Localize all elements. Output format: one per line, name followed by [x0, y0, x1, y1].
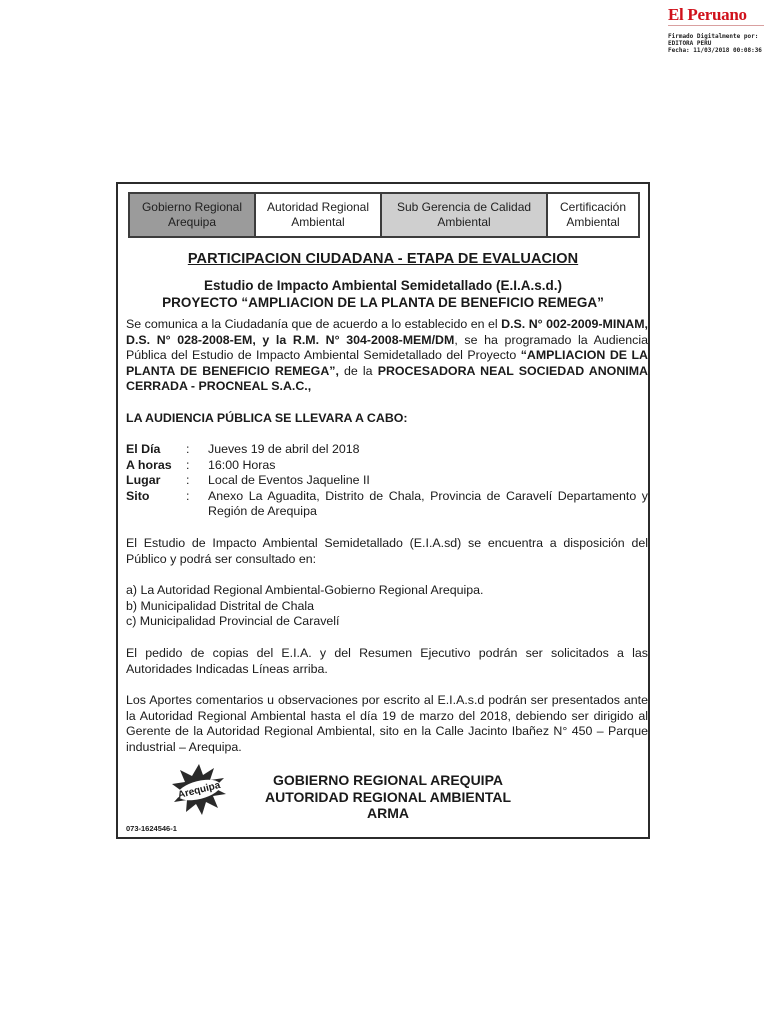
detail-value: Local de Eventos Jaqueline II: [208, 473, 370, 488]
detail-value: Jueves 19 de abril del 2018: [208, 442, 360, 456]
intro-text: , se ha programado la Audiencia Pública del Estudio de Impacto Ambiental Semidetallado del Proyecto: [126, 332, 649, 363]
reference-code: 073-1624546-1: [126, 824, 177, 833]
detail-value: 16:00 Horas: [208, 457, 276, 472]
org-line: GOBIERNO REGIONAL AREQUIPA: [273, 772, 503, 788]
header-cell-gobierno-regional: [128, 192, 256, 238]
copies-paragraph: El pedido de copias del E.I.A. y del Resumen Ejecutivo podrán ser solicitados a las Autoridades Indicadas Líneas arriba.: [126, 646, 648, 676]
notice-subtitle-project: PROYECTO “AMPLIACION DE LA PLANTA DE BENEFICIO REMEGA”: [162, 295, 604, 310]
header-cell-autoridad-regional: [254, 192, 382, 238]
detail-colon: :: [186, 457, 190, 472]
detail-colon: :: [186, 442, 190, 456]
consultation-places: [126, 583, 648, 630]
detail-colon: :: [186, 473, 190, 488]
header-cell-line: Ambiental: [437, 215, 491, 229]
header-cell-line: Sub Gerencia de Calidad: [396, 200, 532, 214]
el-peruano-logo: El Peruano: [668, 5, 747, 24]
audiencia-heading: LA AUDIENCIA PÚBLICA SE LLEVARA A CABO:: [126, 411, 408, 425]
header-cell-line: Autoridad Regional: [266, 200, 370, 214]
header-cell-certificacion: [546, 192, 640, 238]
detail-label: Lugar: [126, 473, 161, 488]
intro-project-name: “AMPLIACION DE LA PLANTA DE BENEFICIO REMEGA”,: [126, 348, 648, 378]
issuing-organization: [248, 772, 528, 822]
notice-title-text: PARTICIPACION CIUDADANA - ETAPA DE EVALUACION: [187, 251, 579, 267]
audiencia-details: [126, 442, 648, 520]
detail-label: Sito: [126, 488, 150, 503]
place-item: c) Municipalidad Provincial de Caravelí: [126, 614, 340, 629]
header-cell-line: Gobierno Regional: [141, 200, 243, 214]
detail-row-hora: [126, 458, 648, 474]
header-cell-line: Arequipa: [167, 215, 217, 229]
emblem-text: Arequipa: [176, 779, 222, 802]
intro-text: Se comunica a la Ciudadanía que de acuerdo a lo establecido en el: [126, 317, 502, 331]
detail-row-lugar: [126, 473, 648, 489]
place-item: b) Municipalidad Distrital de Chala: [126, 598, 315, 613]
digital-signature-line-1: Firmado Digitalmente por:: [668, 33, 759, 40]
notice-subtitle-study: Estudio de Impacto Ambiental Semidetallado (E.I.A.s.d.): [203, 278, 563, 293]
detail-row-sito: [126, 489, 648, 520]
detail-value: Anexo La Aguadita, Distrito de Chala, Provincia de Caravelí Departamento y Región de Arequipa: [208, 488, 648, 519]
header-cell-line: Certificación: [559, 200, 627, 214]
org-line: AUTORIDAD REGIONAL AMBIENTAL: [264, 788, 512, 805]
intro-text: de la: [338, 363, 378, 378]
header-cell-line: Ambiental: [291, 215, 345, 229]
availability-paragraph: El Estudio de Impacto Ambiental Semidetallado (E.I.A.sd) se encuentra a disposición del Público y podrá ser consultado en:: [126, 536, 648, 566]
intro-decrees: D.S. N° 002-2009-MINAM, D.S. N° 028-2008-EM, y la R.M. N° 304-2008-MEM/DM: [126, 317, 648, 347]
header-authorities: [128, 192, 642, 238]
detail-label: El Día: [126, 442, 161, 456]
comments-paragraph: Los Aportes comentarios u observaciones por escrito al E.I.A.s.d podrán ser presentados ante la Autoridad Regional Ambiental hasta el día 19 de marzo del 2018, debiendo ser dirigido al Gerente de la Autoridad Regional Ambiental, sito en la Calle Jacinto Ibañez N° 450 – Parque industrial – Arequipa.: [126, 693, 648, 754]
intro-company-name: PROCESADORA NEAL SOCIEDAD ANONIMA CERRADA - PROCNEAL S.A.C.,: [126, 363, 648, 394]
header-cell-sub-gerencia: [380, 192, 548, 238]
intro-paragraph: [126, 317, 648, 395]
place-item: a) La Autoridad Regional Ambiental-Gobierno Regional Arequipa.: [126, 583, 484, 597]
org-line: ARMA: [367, 805, 409, 821]
arequipa-emblem-icon: [168, 762, 230, 818]
public-notice: [116, 182, 650, 839]
detail-row-dia: [126, 442, 648, 458]
header-cell-line: Ambiental: [566, 215, 620, 229]
detail-colon: :: [186, 488, 190, 503]
digital-signature-line-2: EDITORA PERU: [668, 40, 712, 47]
notice-title: [118, 251, 648, 267]
masthead: [668, 6, 766, 54]
logo-underline: [668, 25, 764, 29]
detail-label: A horas: [126, 457, 172, 472]
digital-signature-line-3: Fecha: 11/03/2018 00:08:36: [668, 47, 762, 54]
